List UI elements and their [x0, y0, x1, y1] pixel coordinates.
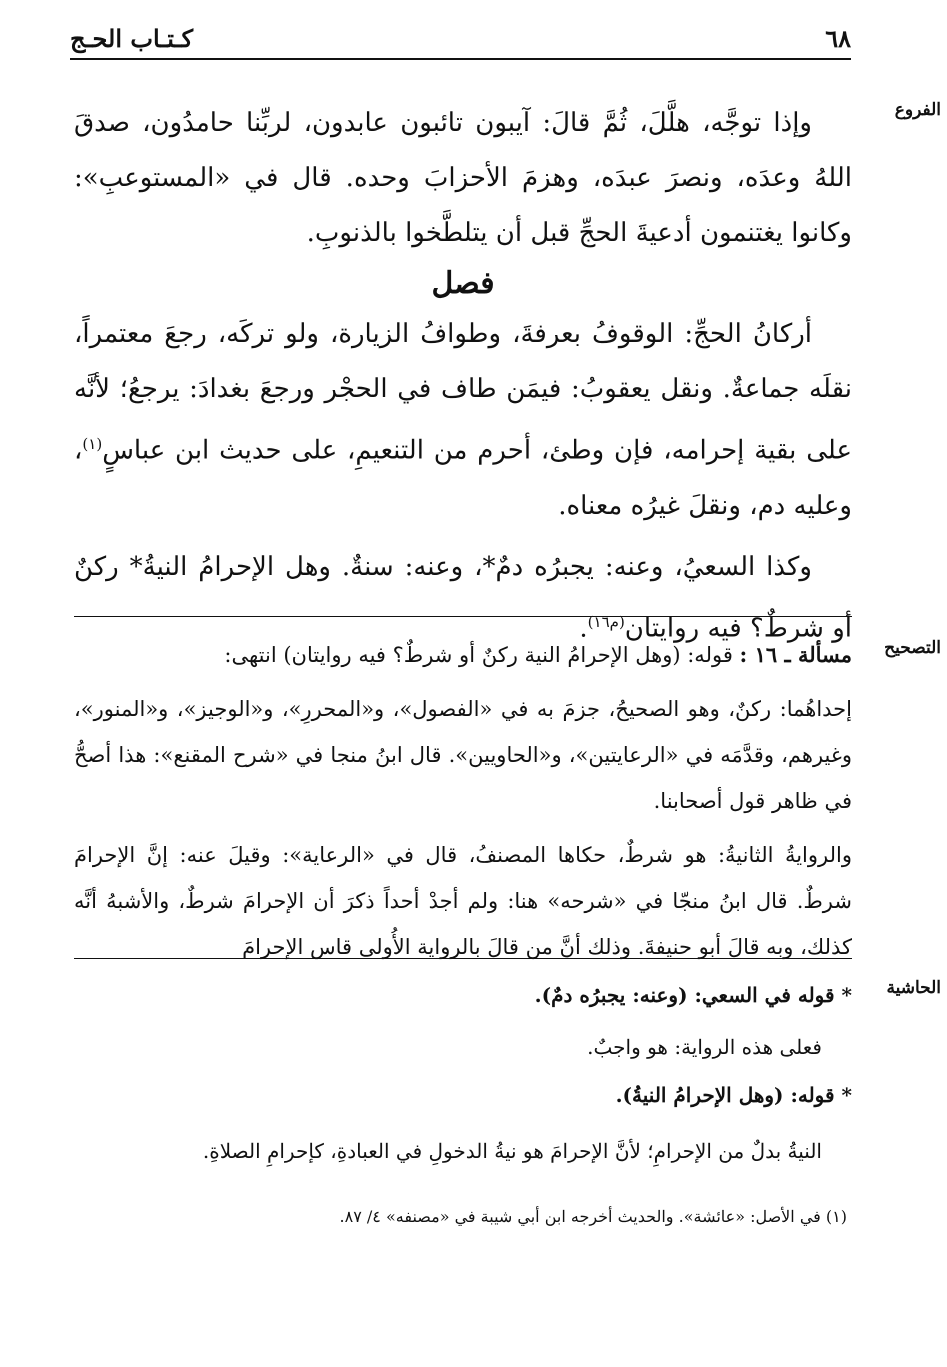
hashiya-line	[74, 972, 852, 1018]
main-text-span: ، وعليه دم، ونقلَ غيرُه معناه.	[74, 435, 852, 521]
main-text	[74, 96, 852, 656]
hashiya-text-span: قوله في السعي: (وعنه: يجبرُه دمٌ).	[534, 983, 835, 1007]
hashiya-line: النيةُ بدلٌ من الإحرامِ؛ لأنَّ الإحرامَ هو نيةُ الدخولِ في العبادةِ، كإحرامِ الصلاةِ.	[202, 1139, 822, 1163]
book-title: كـتـاب الحـج	[70, 24, 193, 53]
asterisk-icon: *	[841, 983, 852, 1007]
tashih-paragraph: والروايةُ الثانيةُ: هو شرطٌ، حكاها المصنفُ، قال في «الرعاية»: وقيلَ عنه: إنَّ الإحرامَ شرطٌ. قال ابنُ منجّا في «شرحه» هنا: ولم أجدْ أحداً ذكرَ أن الإحرامَ شرطٌ، والأشبهُ أنَّه كذلك، وبه قالَ أبو حنيفةَ. وذلك أنَّ من قالَ بالرواية الأُولى قاس الإحرامَ	[74, 843, 852, 959]
main-paragraph	[74, 307, 852, 534]
hashiya-text-span: قوله: (وهل الإحرامُ النيةُ).	[615, 1083, 835, 1107]
label-tashih: التصحيح	[884, 638, 941, 658]
section-divider	[74, 616, 852, 617]
masala-title: مسألة ـ ١٦ :	[739, 642, 852, 667]
main-text-span: أركانُ الحجِّ: الوقوفُ بعرفةَ، وطوافُ الزيارة، ولو تركَه، رجعَ معتمراً، نقلَه جماعةٌ. ونقل يعقوبُ: فيمَن طاف في الحجْر ورجعَ بغدادَ: يرجعُ؛ لأنَّه على بقية إحرامه، فإن وطئ، أحرم من التنعيمِ، على حديث ابن عباسٍ	[74, 319, 852, 466]
asterisk-icon: *	[841, 1083, 852, 1107]
main-paragraph: وإذا توجَّه، هلَّلَ، ثُمَّ قالَ: آيبون تائبون عابدون، لربِّنا حامدُون، صدقَ اللهُ وعدَه، ونصرَ عبدَه، وهزمَ الأحزابَ وحده. قال في «المستوعبِ»: وكانوا يغتنمون أدعيةَ الحجِّ قبل أن يتلطَّخوا بالذنوبِ.	[74, 108, 852, 248]
masala-marker: (م١٦)	[587, 612, 625, 631]
page-number: ٦٨	[825, 24, 851, 53]
hashiya-line: فعلى هذه الرواية: هو واجبٌ.	[587, 1035, 822, 1059]
main-text-span: .	[579, 613, 588, 644]
main-text-span: وكذا السعيُ، وعنه: يجبرُه دمٌ*، وعنه: سنةٌ. وهل الإحرامُ النيةُ* ركنٌ أو شرطٌ؟ فيه روايتان	[74, 551, 852, 644]
footnote-marker: (١)	[82, 435, 103, 453]
label-hashiya: الحاشية	[886, 978, 941, 998]
footnote: (١) في الأصل: «عائشة». والحديث أخرجه ابن أبي شيبة في «مصنفه» ٤/ ٨٧.	[339, 1207, 847, 1226]
tashih-paragraph: إحداهُما: ركنٌ، وهو الصحيحُ، جزمَ به في «الفصول»، و«المحررِ»، و«الوجيز»، و«المنور»، وغيرهم، وقدَّمَه في «الرعايتين»، و«الحاويين». قال ابنُ منجا في «شرح المقنع»: هذا أصحُّ في ظاهر قول أصحابنا.	[74, 697, 852, 813]
section-divider	[74, 958, 852, 959]
tashih-text-span: قوله: (وهل الإحرامُ النية ركنٌ أو شرطٌ؟ فيه روايتان) انتهى:	[224, 643, 733, 667]
hashiya-text	[74, 972, 852, 1174]
section-heading: فصل	[431, 266, 495, 301]
tashih-text	[74, 632, 852, 970]
hashiya-line	[74, 1072, 852, 1118]
header-rule	[70, 58, 851, 60]
tashih-line	[74, 632, 852, 678]
label-furu: الفروع	[894, 100, 941, 120]
page-header	[70, 20, 851, 60]
